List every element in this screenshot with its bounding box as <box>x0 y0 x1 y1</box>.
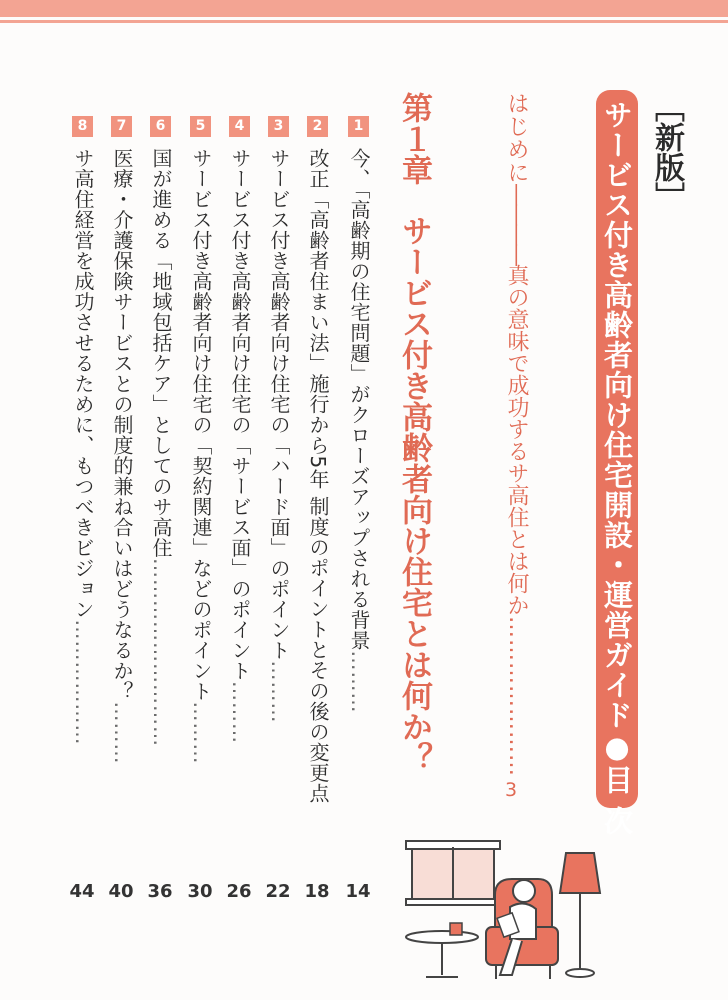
intro-entry[interactable] <box>504 92 528 777</box>
entry-number-badge: 4 <box>229 116 250 137</box>
entry-title: サービス付き高齢者向け住宅の「契約関連」などのポイント……… <box>189 148 213 765</box>
top-decorative-line <box>0 20 728 23</box>
entry-title: サービス付き高齢者向け住宅の「ハード面」のポイント……… <box>267 148 291 724</box>
intro-dash: ―――― <box>504 184 529 264</box>
entry-page-number: 22 <box>265 881 291 902</box>
chapter-title: サービス付き高齢者向け住宅とは何か？ <box>396 215 432 773</box>
entry-number-badge: 3 <box>268 116 289 137</box>
chapter-heading <box>396 92 432 773</box>
top-decorative-band <box>0 0 728 17</box>
entry-title: 改正「高齢者住まい法」施行から5年 制度のポイントとその後の変更点 <box>306 148 330 804</box>
intro-page-number: 3 <box>505 779 518 801</box>
entry-page-number: 18 <box>304 881 330 902</box>
entry-number-badge: 6 <box>150 116 171 137</box>
entry-number-badge: 5 <box>190 116 211 137</box>
reading-woman-illustration <box>400 835 610 985</box>
intro-leader-dots: ………………… <box>504 616 529 777</box>
intro-title: 真の意味で成功するサ高住とは何か <box>504 264 529 616</box>
entry-page-number: 26 <box>226 881 252 902</box>
entry-page-number: 36 <box>147 881 173 902</box>
entry-title: サ高住経営を成功させるために、もつべきビジョン……………… <box>71 148 95 746</box>
entry-number-badge: 1 <box>348 116 369 137</box>
entry-page-number: 30 <box>187 881 213 902</box>
book-title-banner: サービス付き高齢者向け住宅開設・運営ガイド●目 次 <box>596 90 638 808</box>
entry-number-badge: 2 <box>307 116 328 137</box>
edition-label: ［新版］ <box>649 92 684 212</box>
entry-page-number: 14 <box>345 881 371 902</box>
entry-page-number: 40 <box>108 881 134 902</box>
entry-number-badge: 7 <box>111 116 132 137</box>
chapter-number: 第１章 <box>396 92 432 185</box>
entry-page-number: 44 <box>69 881 95 902</box>
entry-title: 国が進める「地域包括ケア」としてのサ高住……………………… <box>149 148 173 747</box>
entry-title: 医療・介護保険サービスとの制度的兼ね合いはどうなるか？……… <box>110 148 134 765</box>
entry-number-badge: 8 <box>72 116 93 137</box>
intro-label: はじめに <box>504 92 529 184</box>
entry-title: 今、「高齢期の住宅問題」がクローズアップされる背景……… <box>347 148 371 714</box>
entry-title: サービス付き高齢者向け住宅の「サービス面」のポイント……… <box>228 148 252 744</box>
